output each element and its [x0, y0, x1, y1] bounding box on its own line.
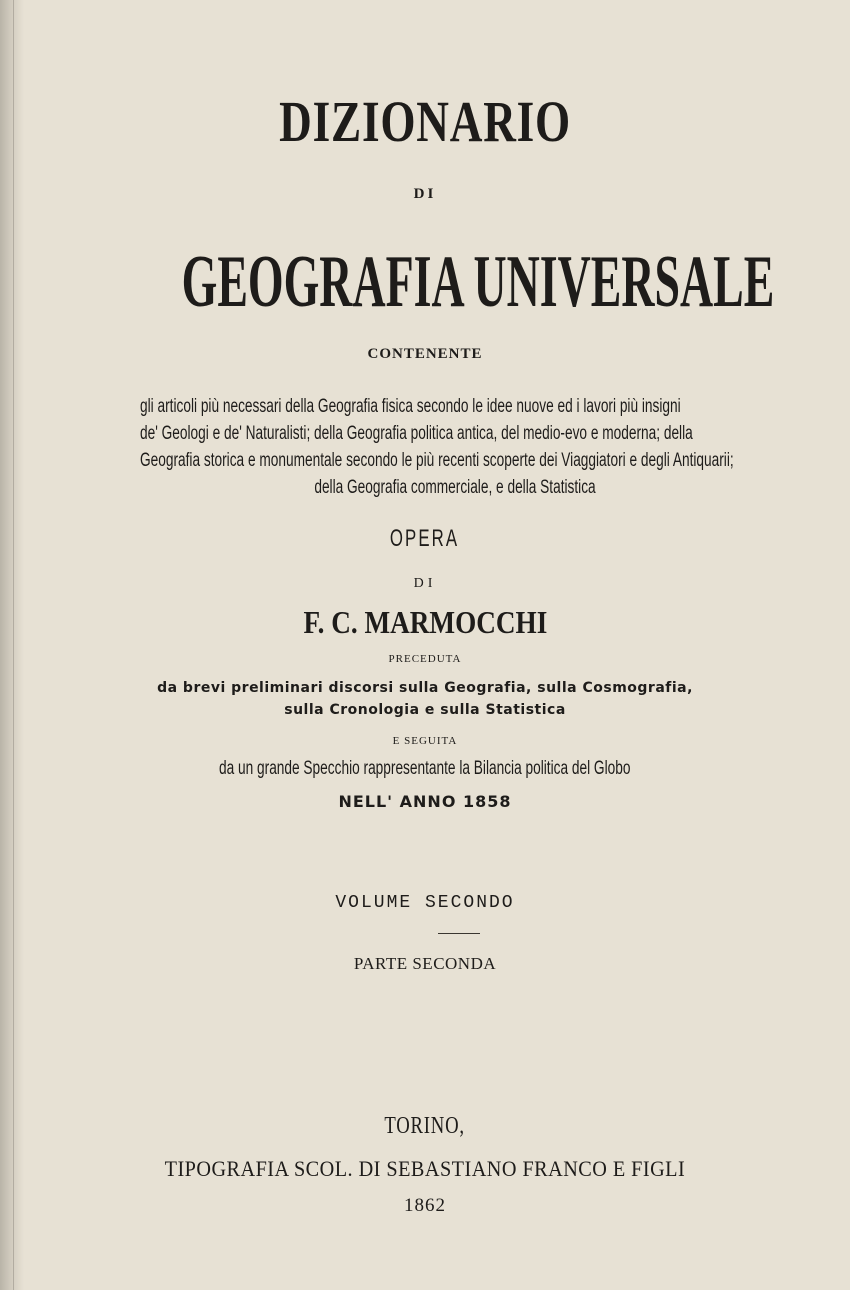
description-line-4: della Geografia commerciale, e della Statistica: [314, 477, 596, 498]
imprint-city: TORINO,: [384, 1113, 466, 1139]
di-connector-1: DI: [413, 186, 437, 202]
book-subtitle: GEOGRAFIA UNIVERSALE: [181, 241, 775, 323]
parte-label: PARTE SECONDA: [353, 954, 497, 973]
di-connector-2: DI: [413, 576, 437, 591]
preceduta-line-2: sulla Cronologia e sulla Statistica: [284, 702, 566, 718]
seguita-label: E SEGUITA: [392, 735, 458, 747]
divider-rule: [438, 933, 480, 934]
opera-label: OPERA: [390, 525, 460, 552]
volume-label: VOLUME SECONDO: [335, 893, 515, 913]
book-title: DIZIONARIO: [279, 89, 571, 154]
description-line-1: gli articoli più necessari della Geografia fisica secondo le idee nuove ed i lavori più insigni: [140, 396, 681, 417]
seguita-line: da un grande Specchio rappresentante la Bilancia politica del Globo: [219, 758, 631, 779]
author-name: F. C. MARMOCCHI: [303, 604, 547, 640]
preceduta-label: PRECEDUTA: [388, 653, 462, 665]
year-line: NELL' ANNO 1858: [338, 792, 512, 811]
description-line-2: de' Geologi e de' Naturalisti; della Geografia politica antica, del medio-evo e moderna; della: [140, 423, 693, 444]
description-line-3: Geografia storica e monumentale secondo le più recenti scoperte dei Viaggiatori e degli Antiquarii;: [140, 450, 734, 471]
preceduta-line-1: da brevi preliminari discorsi sulla Geografia, sulla Cosmografia,: [157, 680, 693, 696]
imprint-printer: TIPOGRAFIA SCOL. DI SEBASTIANO FRANCO E FIGLI: [164, 1156, 686, 1181]
imprint-date: 1862: [404, 1195, 446, 1216]
contenente-label: CONTENENTE: [367, 346, 483, 362]
